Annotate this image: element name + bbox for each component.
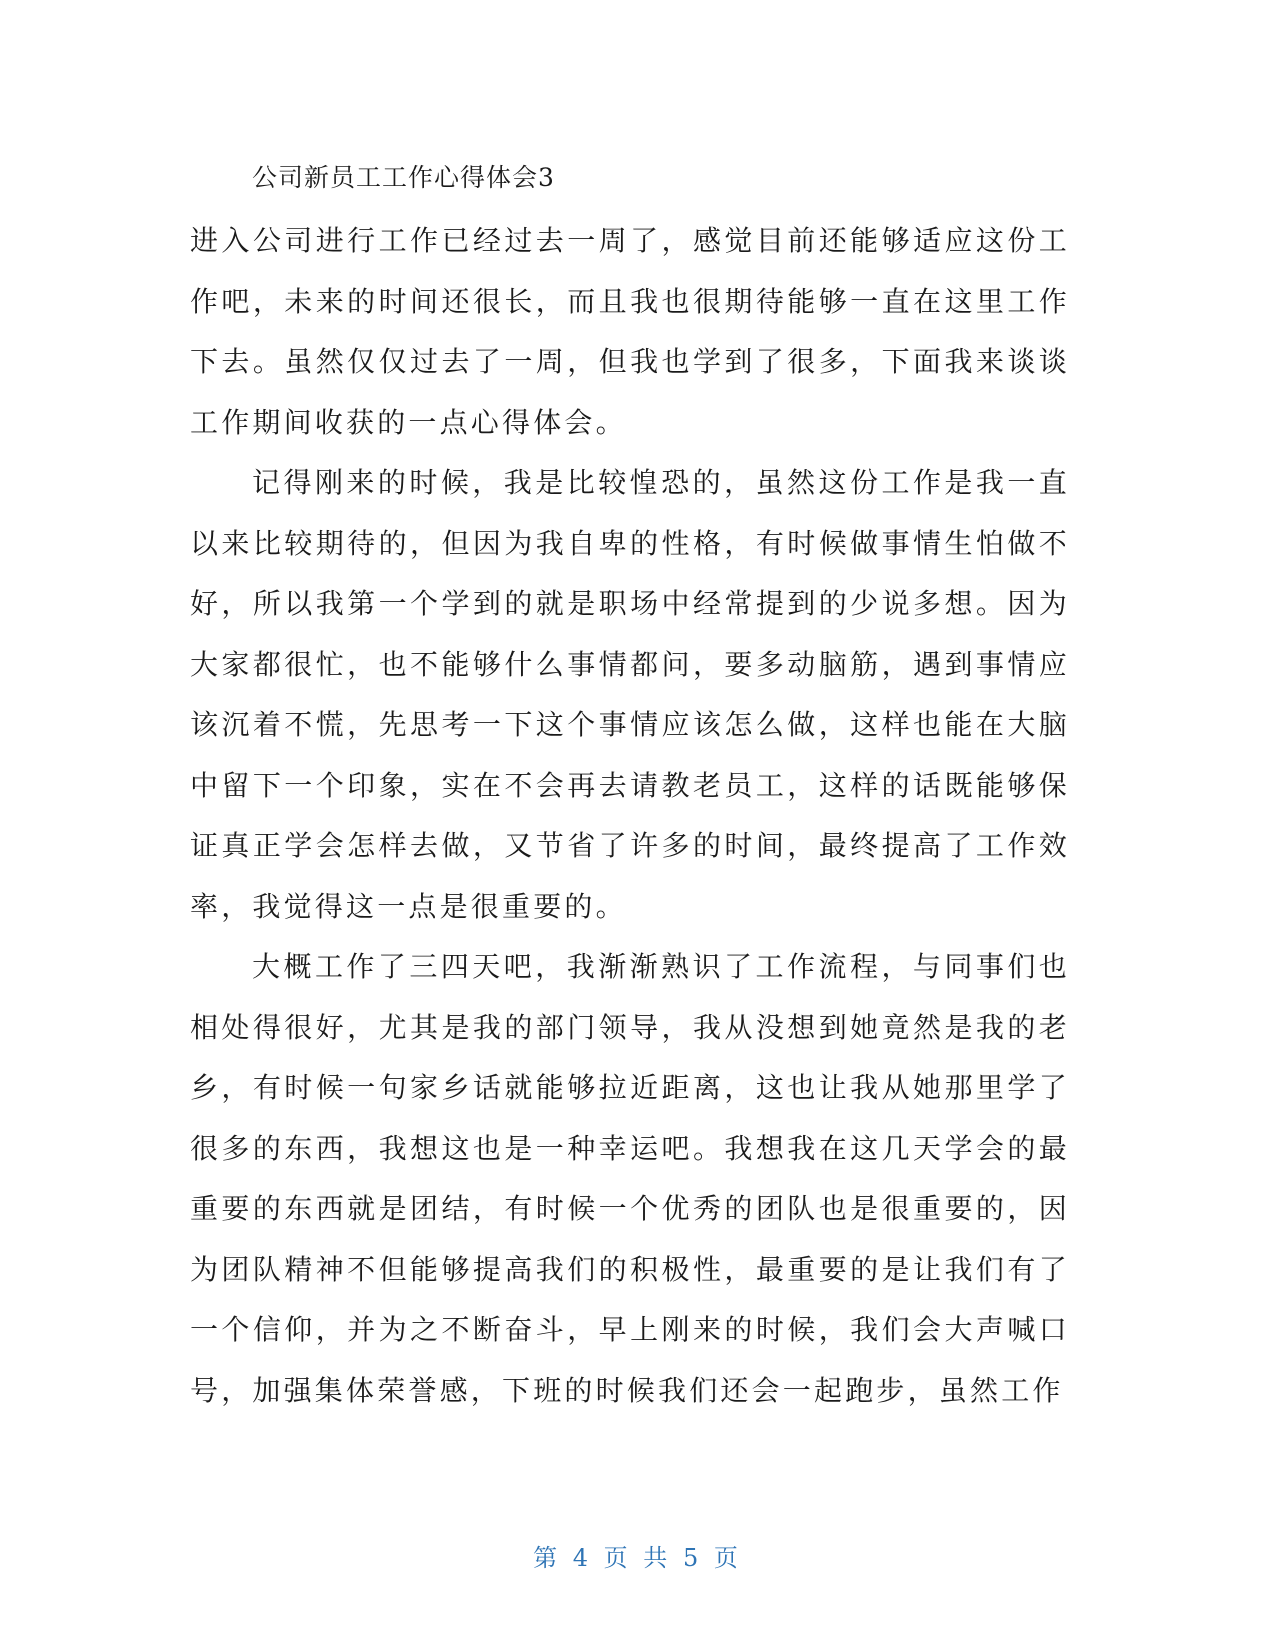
- paragraph-1: 进入公司进行工作已经过去一周了，感觉目前还能够适应这份工作吧，未来的时间还很长，而且我也很期待能够一直在这里工作下去。虽然仅仅过去了一周，但我也学到了很多，下面我来谈谈工作期间收获的一点心得体会。: [190, 224, 1070, 439]
- document-title: 公司新员工工作心得体会3: [252, 163, 555, 192]
- document-body: [190, 150, 1070, 1421]
- paragraph-3: 大概工作了三四天吧，我渐渐熟识了工作流程，与同事们也相处得很好，尤其是我的部门领导，我从没想到她竟然是我的老乡，有时候一句家乡话就能够拉近距离，这也让我从她那里学了很多的东西，我想这也是一种幸运吧。我想我在这几天学会的最重要的东西就是团结，有时候一个优秀的团队也是很重要的，因为团队精神不但能够提高我们的积极性，最重要的是让我们有了一个信仰，并为之不断奋斗，早上刚来的时候，我们会大声喊口号，加强集体荣誉感，下班的时候我们还会一起跑步，虽然工作: [190, 950, 1070, 1407]
- page-number-footer: 第 4 页 共 5 页: [533, 1544, 742, 1572]
- paragraph-2: 记得刚来的时候，我是比较惶恐的，虽然这份工作是我一直以来比较期待的，但因为我自卑的性格，有时候做事情生怕做不好，所以我第一个学到的就是职场中经常提到的少说多想。因为大家都很忙，也不能够什么事情都问，要多动脑筋，遇到事情应该沉着不慌，先思考一下这个事情应该怎么做，这样也能在大脑中留下一个印象，实在不会再去请教老员工，这样的话既能够保证真正学会怎样去做，又节省了许多的时间，最终提高了工作效率，我觉得这一点是很重要的。: [190, 466, 1070, 923]
